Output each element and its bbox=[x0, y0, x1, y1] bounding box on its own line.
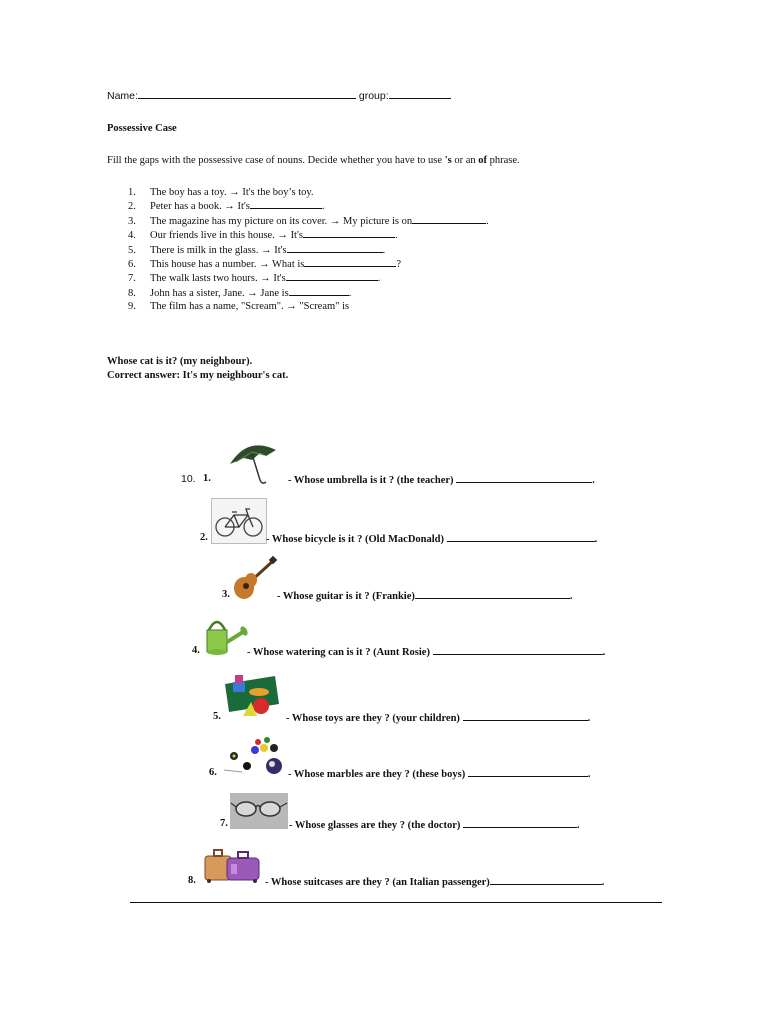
item-tail: . bbox=[377, 273, 381, 285]
item-number: 8. bbox=[128, 287, 136, 299]
item-number: 2. bbox=[128, 201, 136, 213]
item-tail: . bbox=[486, 215, 489, 227]
toys-icon bbox=[223, 670, 281, 722]
picture-item-number: 3. bbox=[222, 589, 230, 600]
answer-blank[interactable] bbox=[433, 645, 603, 655]
list-item bbox=[128, 186, 489, 199]
instructions bbox=[107, 155, 520, 166]
answer-blank[interactable] bbox=[286, 271, 378, 281]
picture-item-number: 7. bbox=[220, 818, 228, 829]
picture-item-number: 6. bbox=[209, 767, 217, 778]
list-item bbox=[128, 300, 489, 313]
item-number: 7. bbox=[128, 273, 136, 285]
picture-item-number: 8. bbox=[188, 875, 196, 886]
answer-blank[interactable] bbox=[447, 532, 595, 542]
item-text: Peter has a book. → It's bbox=[150, 201, 250, 213]
answer-blank[interactable] bbox=[303, 228, 395, 238]
item-number: 5. bbox=[128, 244, 136, 256]
list-item bbox=[128, 199, 489, 213]
instructions-text: Fill the gaps with the possessive case of nouns. Decide whether you have to use bbox=[107, 155, 445, 166]
answer-blank[interactable] bbox=[250, 199, 322, 209]
suitcases-icon bbox=[201, 846, 263, 884]
item-tail: . bbox=[382, 244, 386, 256]
picture-item-number: 4. bbox=[192, 645, 200, 656]
picture-question: - Whose guitar is it ? (Frankie) bbox=[277, 591, 415, 602]
name-label: Name: bbox=[107, 90, 138, 102]
instructions-after: phrase. bbox=[487, 155, 520, 166]
item-text: The film has a name, "Scream". → "Scream" is bbox=[150, 301, 350, 313]
answer-blank[interactable] bbox=[287, 243, 383, 253]
picture-item-text: - Whose bicycle is it ? (Old MacDonald) . bbox=[266, 534, 598, 545]
answer-blank[interactable] bbox=[463, 711, 588, 721]
item-text: The boy has a toy. → It's the boy’s toy. bbox=[150, 187, 314, 198]
name-line bbox=[107, 89, 451, 102]
list-item bbox=[128, 286, 489, 300]
answer-blank[interactable] bbox=[468, 767, 588, 777]
picture-question: - Whose watering can is it ? (Aunt Rosie) bbox=[247, 647, 433, 658]
item-tail: . bbox=[394, 230, 398, 242]
answer-blank[interactable] bbox=[456, 473, 592, 483]
picture-item-number: 1. bbox=[203, 473, 211, 484]
item-text: The walk lasts two hours. → It's bbox=[150, 273, 286, 285]
item-number: 4. bbox=[128, 230, 136, 242]
group-label: group: bbox=[358, 90, 389, 102]
bicycle-icon bbox=[211, 498, 267, 544]
item-prefix-10: 10. bbox=[181, 473, 196, 485]
list-item bbox=[128, 214, 489, 228]
list-item bbox=[128, 228, 489, 242]
picture-item-text: - Whose toys are they ? (your children) . bbox=[286, 713, 591, 724]
picture-question: - Whose suitcases are they ? (an Italian passenger) bbox=[265, 877, 490, 888]
instructions-of: of bbox=[478, 155, 487, 166]
exercise-list bbox=[128, 186, 489, 314]
list-item bbox=[128, 271, 489, 285]
answer-blank[interactable] bbox=[463, 818, 577, 828]
picture-question: - Whose toys are they ? (your children) bbox=[286, 713, 463, 724]
item-number: 6. bbox=[128, 259, 136, 271]
item-text: Our friends live in this house. → It's bbox=[150, 230, 303, 242]
item-text: This house has a number. → What is bbox=[150, 259, 305, 271]
answer-blank[interactable] bbox=[304, 257, 396, 267]
item-text: There is milk in the glass. → It's bbox=[150, 244, 287, 256]
answer-blank[interactable] bbox=[412, 214, 486, 224]
picture-item-text: - Whose marbles are they ? (these boys) . bbox=[288, 769, 591, 780]
group-blank[interactable] bbox=[389, 89, 451, 99]
list-item bbox=[128, 257, 489, 271]
item-tail: . bbox=[321, 201, 325, 213]
picture-item-text: - Whose glasses are they ? (the doctor) . bbox=[289, 820, 580, 831]
picture-item-text: - Whose umbrella is it ? (the teacher) . bbox=[288, 475, 595, 486]
name-blank[interactable] bbox=[138, 89, 356, 99]
example-question: Whose cat is it? (my neighbour). bbox=[107, 356, 253, 367]
item-text: The magazine has my picture on its cover. → My picture is on bbox=[150, 215, 413, 227]
list-item bbox=[128, 243, 489, 257]
glasses-icon bbox=[230, 793, 288, 829]
divider bbox=[130, 902, 662, 903]
picture-item-text: - Whose guitar is it ? (Frankie) . bbox=[277, 591, 573, 602]
page-title: Possessive Case bbox=[107, 123, 177, 134]
umbrella-icon bbox=[226, 440, 278, 486]
item-tail: . bbox=[348, 287, 352, 299]
picture-question: - Whose marbles are they ? (these boys) bbox=[288, 769, 468, 780]
watering-can-icon bbox=[201, 612, 249, 658]
instructions-middle: or an bbox=[451, 155, 479, 166]
picture-question: - Whose umbrella is it ? (the teacher) bbox=[288, 475, 457, 486]
picture-item-text: - Whose watering can is it ? (Aunt Rosie) . bbox=[247, 647, 606, 658]
guitar-icon bbox=[232, 556, 278, 602]
item-number: 9. bbox=[128, 301, 136, 313]
picture-item-number: 2. bbox=[200, 532, 208, 543]
picture-question: - Whose bicycle is it ? (Old MacDonald) bbox=[266, 534, 447, 545]
answer-blank[interactable] bbox=[415, 589, 570, 599]
answer-blank[interactable] bbox=[490, 875, 602, 885]
picture-item-number: 5. bbox=[213, 711, 221, 722]
item-number: 1. bbox=[128, 187, 136, 198]
instructions-apos-s: 's bbox=[444, 155, 452, 166]
marbles-icon bbox=[222, 734, 286, 780]
picture-item-text: - Whose suitcases are they ? (an Italian passenger) . bbox=[265, 877, 605, 888]
item-text: John has a sister, Jane. → Jane is bbox=[150, 287, 289, 299]
answer-blank[interactable] bbox=[289, 286, 349, 296]
picture-question: - Whose glasses are they ? (the doctor) bbox=[289, 820, 464, 831]
example-answer: Correct answer: It's my neighbour's cat. bbox=[107, 370, 289, 381]
item-number: 3. bbox=[128, 215, 136, 227]
item-tail: ? bbox=[396, 259, 402, 271]
